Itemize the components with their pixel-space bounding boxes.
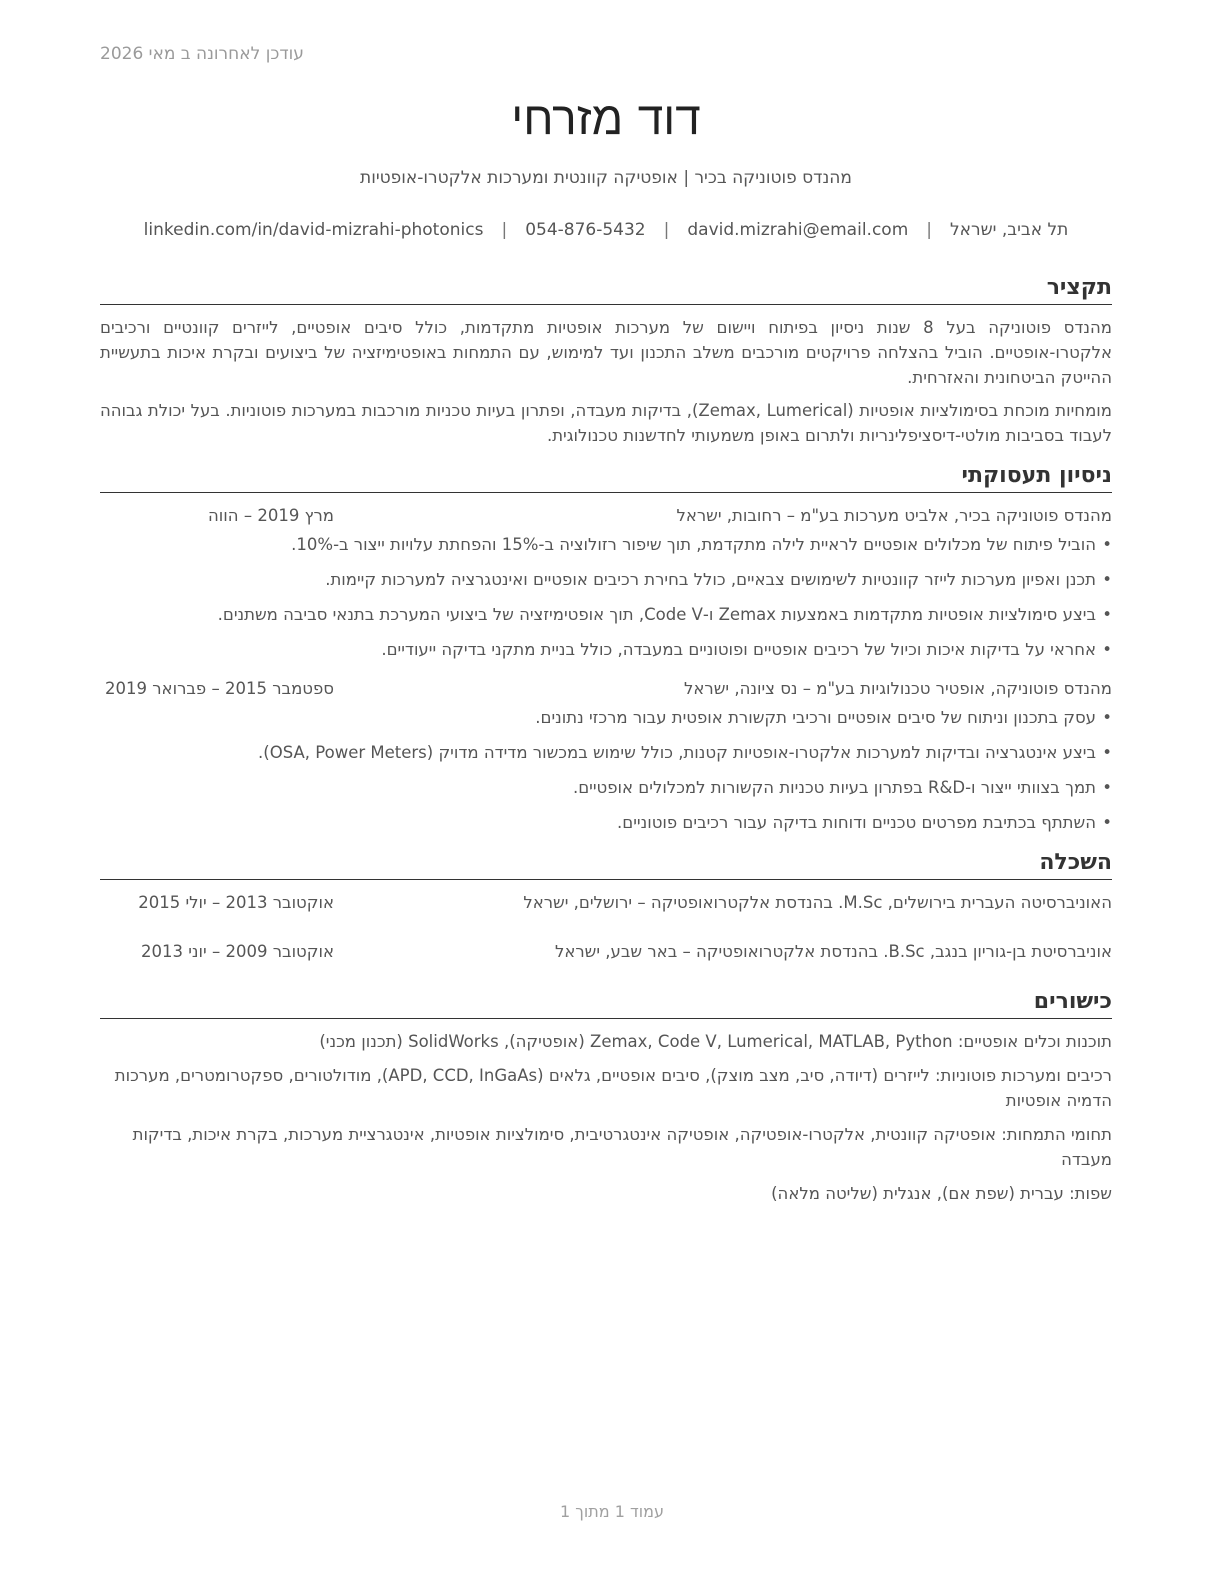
skill-line: תחומי התמחות: אופטיקה קוונטית, אלקטרו-אופטיקה, אופטיקה אינטגרטיבית, סימולציות אופטיות, אינטגרציית מערכות, בקרת איכות, בדיקות מעבדה	[132, 1125, 1112, 1169]
last-updated-note: עודכן לאחרונה ב מאי 2026	[100, 44, 304, 64]
contact-separator: |	[926, 220, 932, 240]
education-section	[100, 849, 1112, 964]
experience-heading: ניסיון תעסוקתי	[100, 462, 1112, 493]
education-heading: השכלה	[100, 849, 1112, 880]
degree: האוניברסיטה העברית בירושלים, M.Sc. בהנדסת אלקטרואופטיקה – ירושלים, ישראל	[523, 893, 1112, 912]
email-link[interactable]: david.mizrahi@email.com	[687, 220, 909, 240]
job-bullet: • ביצע סימולציות אופטיות מתקדמות באמצעות Zemax ו-Code V, תוך אופטימיזציה של ביצועי המערכת בתנאי סביבה משתנים.	[100, 602, 1112, 627]
job-entry	[100, 503, 1112, 662]
experience-section	[100, 462, 1112, 835]
job-bullet: • ביצע אינטגרציה ובדיקות למערכות אלקטרו-אופטיות קטנות, כולל שימוש במכשור מדידה מדויק (OSA, Power Meters).	[100, 740, 1112, 765]
contact-separator: |	[501, 220, 508, 240]
job-entry	[100, 676, 1112, 835]
linkedin-link[interactable]: linkedin.com/in/david-mizrahi-photonics	[143, 220, 484, 240]
degree: אוניברסיטת בן-גוריון בנגב, B.Sc. בהנדסת אלקטרואופטיקה – באר שבע, ישראל	[554, 942, 1112, 961]
job-bullets	[100, 705, 1112, 835]
education-dates: אוקטובר 2009 – יוני 2013	[141, 942, 334, 961]
resume-header	[100, 86, 1112, 242]
summary-heading: תקציר	[100, 274, 1112, 305]
skill-line: שפות: עברית (שפת אם), אנגלית (שליטה מלאה)	[771, 1184, 1112, 1203]
summary-paragraph: מומחיות מוכחת בסימולציות אופטיות (Zemax, Lumerical), בדיקות מעבדה, ופתרון בעיות טכניות מורכבות במערכות פוטוניות. בעל יכולת גבוהה לעבוד בסביבות מולטי-דיסציפלינריות ולתרום באופן משמעותי לחדשנות טכנולוגית.	[100, 401, 1112, 445]
job-header	[100, 503, 1112, 528]
job-bullet: • הוביל פיתוח של מכלולים אופטיים לראיית לילה מתקדמת, תוך שיפור רזולוציה ב-15% והפחתת עלויות ייצור ב-10%.	[100, 532, 1112, 557]
candidate-name: דוד מזרחי	[511, 91, 701, 145]
job-bullets	[100, 532, 1112, 662]
contact-separator: |	[663, 220, 670, 240]
phone-number: 054-876-5432	[525, 220, 646, 240]
contact-info	[100, 218, 1112, 242]
education-entry	[100, 939, 1112, 964]
summary-paragraph: מהנדס פוטוניקה בעל 8 שנות ניסיון בפיתוח ויישום של מערכות אופטיות מתקדמות, כולל סיבים אופטיים, לייזרים קוונטיים ורכיבים אלקטרו-אופטיים. הוביל בהצלחה פרויקטים מורכבים משלב התכנון ועד למימוש, עם התמחות באופטימיזציה של ביצועים ובקרת איכות בתעשיית ההייטק הביטחונית והאזרחית.	[100, 318, 1112, 387]
education-entry	[100, 890, 1112, 915]
job-bullet: • אחראי על בדיקות איכות וכיול של רכיבים אופטיים ופוטוניים במעבדה, כולל בניית מתקני בדיקה ייעודיים.	[100, 637, 1112, 662]
education-dates: אוקטובר 2013 – יולי 2015	[138, 893, 334, 912]
job-header	[100, 676, 1112, 701]
job-title: מהנדס פוטוניקה, אופטיר טכנולוגיות בע"מ – נס ציונה, ישראל	[684, 679, 1112, 698]
job-title: מהנדס פוטוניקה בכיר, אלביט מערכות בע"מ – רחובות, ישראל	[676, 506, 1112, 525]
resume-body	[100, 274, 1112, 1215]
skills-heading: כישורים	[100, 988, 1112, 1019]
job-bullet: • תמך בצוותי ייצור ו-R&D בפתרון בעיות טכניות הקשורות למכלולים אופטיים.	[100, 775, 1112, 800]
professional-title: מהנדס פוטוניקה בכיר | אופטיקה קוונטית ומערכות אלקטרו-אופטיות	[360, 168, 852, 188]
job-bullet: • השתתף בכתיבת מפרטים טכניים ודוחות בדיקה עבור רכיבים פוטוניים.	[100, 810, 1112, 835]
location: תל אביב, ישראל	[950, 220, 1069, 240]
skill-line: רכיבים ומערכות פוטוניות: לייזרים (דיודה, סיב, מצב מוצק), סיבים אופטיים, גלאים (APD, CCD, InGaAs), מודולטורים, ספקטרומטרים, מערכות הדמיה אופטיות	[114, 1066, 1112, 1110]
job-dates: ספטמבר 2015 – פברואר 2019	[105, 679, 334, 698]
page-number: עמוד 1 מתוך 1	[560, 1502, 664, 1521]
job-bullet: • תכנן ואפיון מערכות לייזר קוונטיות לשימושים צבאיים, כולל בחירת רכיבים אופטיים ואינטגרציה למערכות קיימות.	[100, 567, 1112, 592]
job-bullet: • עסק בתכנון וניתוח של סיבים אופטיים ורכיבי תקשורת אופטית עבור מרכזי נתונים.	[100, 705, 1112, 730]
skill-line: תוכנות וכלים אופטיים: Zemax, Code V, Lumerical, MATLAB, Python (אופטיקה), SolidWorks (תכנון מכני)	[319, 1032, 1112, 1051]
job-dates: מרץ 2019 – הווה	[208, 506, 334, 525]
skills-section	[100, 988, 1112, 1206]
summary-section	[100, 274, 1112, 448]
